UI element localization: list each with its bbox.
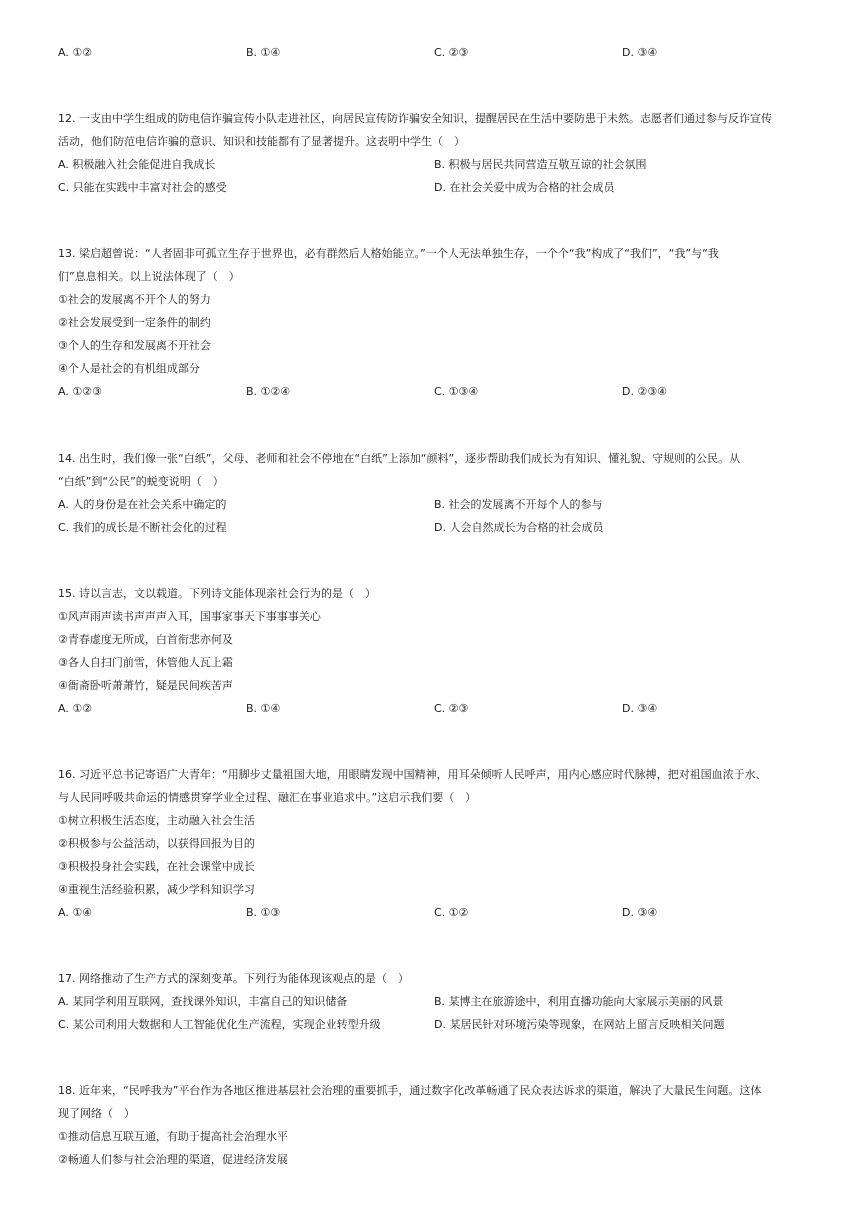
option-a: A. 积极融入社会能促进自我成长: [58, 158, 216, 171]
option-a: A. ①②: [58, 702, 93, 715]
option-c: C. ①②: [434, 906, 469, 919]
option-b: B. 社会的发展离不开每个人的参与: [434, 498, 603, 511]
question-text: 现了网络（ ）: [58, 1107, 135, 1120]
option-a: A. ①②③: [58, 385, 102, 398]
option-d: D. ③④: [622, 46, 658, 59]
option-b: B. 某博主在旅游途中，利用直播功能向大家展示美丽的风景: [434, 995, 724, 1008]
question-text: 活动，他们防范电信诈骗的意识、知识和技能都有了显著提升。这表明中学生（ ）: [58, 135, 465, 148]
question-text: 16. 习近平总书记寄语广大青年：“用脚步丈量祖国大地，用眼睛发现中国精神，用耳朵倾听人民呼声，用内心感应时代脉搏，把对祖国血浓于水、: [58, 768, 767, 781]
option-d: D. ③④: [622, 906, 658, 919]
option-c: C. ②③: [434, 702, 469, 715]
option-c: C. 我们的成长是不断社会化的过程: [58, 521, 227, 534]
statement-3: ③积极投身社会实践，在社会课堂中成长: [58, 860, 255, 873]
statement-4: ④重视生活经验积累，减少学科知识学习: [58, 883, 255, 896]
question-text: “白纸”到“公民”的蜕变说明（ ）: [58, 475, 224, 488]
option-c: C. ①③④: [434, 385, 479, 398]
statement-3: ③个人的生存和发展离不开社会: [58, 339, 211, 352]
statement-2: ②青春虚度无所成，白首衔悲亦何及: [58, 633, 233, 646]
option-a: A. 某同学利用互联网，查找课外知识，丰富自己的知识储备: [58, 995, 348, 1008]
option-d: D. 某居民针对环境污染等现象，在网站上留言反映相关问题: [434, 1018, 725, 1031]
statement-2: ②畅通人们参与社会治理的渠道，促进经济发展: [58, 1153, 288, 1166]
option-d: D. 人会自然成长为合格的社会成员: [434, 521, 604, 534]
statement-1: ①推动信息互联互通，有助于提高社会治理水平: [58, 1130, 288, 1143]
question-text: 17. 网络推动了生产方式的深刻变革。下列行为能体现该观点的是（ ）: [58, 972, 409, 985]
option-c: C. ②③: [434, 46, 469, 59]
statement-1: ①风声雨声读书声声声入耳，国事家事天下事事事关心: [58, 610, 321, 623]
option-d: D. 在社会关爱中成为合格的社会成员: [434, 181, 615, 194]
option-b: B. 积极与居民共同营造互敬互谅的社会氛围: [434, 158, 647, 171]
question-text: 15. 诗以言志，文以载道。下列诗文能体现亲社会行为的是（ ）: [58, 587, 376, 600]
question-text: 18. 近年来，“民呼我为”平台作为各地区推进基层社会治理的重要抓手，通过数字化改革畅通了民众表达诉求的渠道，解决了大量民生问题。这体: [58, 1084, 762, 1097]
question-text: 与人民同呼吸共命运的情感贯穿学业全过程、融汇在事业追求中。”这启示我们要（ ）: [58, 791, 477, 804]
statement-2: ②积极参与公益活动，以获得回报为目的: [58, 837, 255, 850]
question-text: 14. 出生时，我们像一张“白纸”，父母、老师和社会不停地在“白纸”上添加“颜料”，逐步帮助我们成长为有知识、懂礼貌、守规则的公民。从: [58, 452, 741, 465]
option-c: C. 只能在实践中丰富对社会的感受: [58, 181, 227, 194]
option-b: B. ①④: [246, 46, 281, 59]
option-c: C. 某公司利用大数据和人工智能优化生产流程，实现企业转型升级: [58, 1018, 381, 1031]
option-b: B. ①③: [246, 906, 281, 919]
option-b: B. ①④: [246, 702, 281, 715]
question-text: 13. 梁启超曾说：“人者固非可孤立生存于世界也，必有群然后人格始能立。”一个人无法单独生存，一个个“我”构成了“我们”，“我”与“我: [58, 247, 719, 260]
option-b: B. ①②④: [246, 385, 291, 398]
option-d: D. ③④: [622, 702, 658, 715]
option-a: A. 人的身份是在社会关系中确定的: [58, 498, 227, 511]
statement-4: ④衙斋卧听萧萧竹，疑是民间疾苦声: [58, 679, 233, 692]
option-d: D. ②③④: [622, 385, 668, 398]
statement-1: ①树立积极生活态度，主动融入社会生活: [58, 814, 255, 827]
statement-3: ③各人自扫门前雪，休管他人瓦上霜: [58, 656, 233, 669]
question-text: 们”息息相关。以上说法体现了（ ）: [58, 270, 240, 283]
statement-4: ④个人是社会的有机组成部分: [58, 362, 200, 375]
statement-2: ②社会发展受到一定条件的制约: [58, 316, 211, 329]
option-a: A. ①②: [58, 46, 93, 59]
statement-1: ①社会的发展离不开个人的努力: [58, 293, 211, 306]
option-a: A. ①④: [58, 906, 93, 919]
question-text: 12. 一支由中学生组成的防电信诈骗宣传小队走进社区，向居民宣传防诈骗安全知识，提醒居民在生活中要防患于未然。志愿者们通过参与反诈宣传: [58, 112, 772, 125]
